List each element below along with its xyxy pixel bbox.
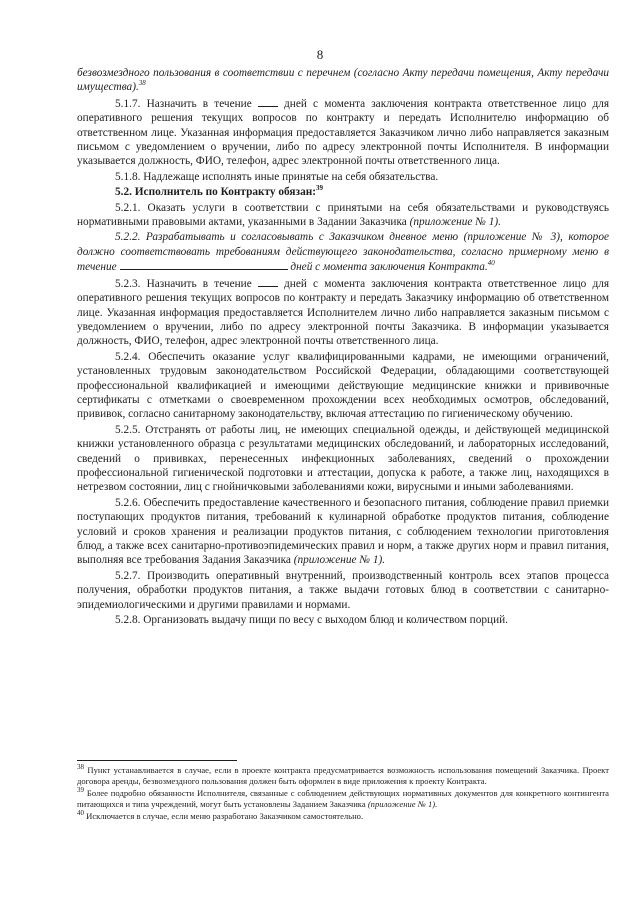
footnotes [77,765,609,823]
clause-text: Производить оперативный внутренний, производственный контроль всех этапов процесса получения, обработки продуктов питания, а также выдачи готовых блюд в соответствии с санитарно-эпидемиологическими и другими правилами и нормами. [77,569,609,611]
clause-number: 5.2.4. [115,350,141,363]
clause-number: 5.1.8. [115,170,141,183]
footnote-ref-40: 40 [487,259,495,268]
section-heading-5-2 [77,185,609,199]
footnote-text: Исключается в случае, если меню разработано Заказчиком самостоятельно. [86,811,364,821]
clause-5-1-7 [77,96,609,169]
paragraph-5-1-6-continuation [77,66,609,95]
clause-text: Надлежаще исполнять иные принятые на себя обязательства. [143,170,439,183]
page-number: 8 [316,47,324,62]
contract-body [77,66,609,628]
clause-text: дней с момента заключения контракта ответственное лицо для оперативного решения текущих вопросов по контракту и передать Заказчику информацию об ответственном лице. Указанная информация предоставляется Исполнителем лично либо направляется заказным письмом с уведомлением о вручении, либо по адресу электронной почты Заказчика. В информации указывается должность, ФИО, телефон, адрес электронной почты ответственного лица. [77,277,610,348]
clause-5-2-6 [77,496,609,568]
appendix-reference: (приложение № 1). [409,216,501,229]
footnote-ref-38: 38 [138,79,146,88]
clause-number: 5.2.2. [115,231,141,244]
footnote-marker: 38 [77,763,84,772]
clause-5-2-5 [77,423,609,495]
footnote-marker: 39 [77,786,84,795]
clause-text: Отстранять от работы лиц, не имеющих специальной одежды, и действующей медицинской книжки установленного образца с результатами медицинских обследований, и лабораторных исследований, сведений о прививках, перенесенных инфекционных заболеваниях, сведений о прохождении профессиональной гигиенической подготовки и аттестации, допуска к работе, а также лиц, находящихся в нетрезвом состоянии, лиц с гнойничковыми заболеваниями кожи, вирусными и иными заболеваниями. [77,423,610,494]
clause-number: 5.2.8. [115,614,141,627]
clause-5-1-8 [77,170,609,184]
footnote-40 [77,811,609,822]
clause-5-2-4 [77,350,609,422]
footnote-38 [77,765,609,787]
clause-text: дней с момента заключения Контракта. [290,261,488,274]
clause-text: Организовать выдачу пищи по весу с выходом блюд и количеством порций. [143,614,508,627]
footnote-marker: 40 [77,809,84,818]
footnote-separator [77,760,237,761]
clause-5-2-8 [77,613,609,627]
section-heading-text: 5.2. Исполнитель по Контракту обязан: [115,186,316,199]
clause-text: Разрабатывать и согласовывать с Заказчиком дневное меню (приложение № 3), которое должно соответствовать требованиям действующего законодательства, согласно примерному меню в течение [77,231,609,274]
clause-text: Оказать услуги в соответствии с принятыми на себя обязательствами и руководствуясь нормативными правовыми актами, указанными в Задании Заказчика [77,201,609,229]
clause-text: дней с момента заключения контракта ответственное лицо для оперативного решения текущих вопросов по контракту и передать Исполнителю информацию об ответственном лице. Указанная информация предоставляется Заказчиком лично либо направляется заказным письмом с уведомлением о вручении, либо по адресу электронной почты Исполнителя. В информации указывается должность, ФИО, телефон, адрес электронной почты ответственного лица. [77,97,610,168]
clause-number: 5.2.6. [115,496,141,509]
clause-5-2-2 [77,230,609,274]
footnote-39 [77,788,609,810]
clause-text: Назначить в течение [146,277,252,290]
paragraph-text: безвозмездного пользования в соответствии с перечнем (согласно Акту передачи помещения, Акту передачи имущества). [77,67,609,94]
footnote-text: Пункт устанавливается в случае, если в проекте контракта предусматривается возможность использования помещений Заказчика. Проект договора аренды, безвозмездного пользования должен быть оформлен в виде приложения к проекту Контракта. [77,765,609,786]
clause-number: 5.2.3. [115,277,141,290]
clause-number: 5.2.5. [115,423,141,436]
clause-text: Обеспечить оказание услуг квалифицированными кадрами, не имеющими ограничений, установленных трудовым законодательством Российской Федерации, обладающими соответствующей профессиональной квалификацией и имеющими действующие медицинские книжки и прививочные сертификаты с отметками о своевременном прохождении всех необходимых осмотров, обследований, прививок, согласно санитарному законодательству, включая аттестацию по гигиеническому обучению. [77,350,609,421]
clause-5-2-3 [77,276,609,349]
footnote-ref-39: 39 [316,184,323,193]
blank-days-field [258,96,278,107]
blank-days-field [258,276,278,287]
clause-5-2-7 [77,569,609,612]
blank-days-field [120,259,288,270]
clause-text: Назначить в течение [146,97,252,110]
footnote-text: Более подробно обязанности Исполнителя, связанные с соблюдением действующих нормативных документов для конкретного контингента питающихся и типа учреждений, могут быть установлены Заданием Заказчика [77,788,609,809]
clause-5-2-1 [77,201,609,230]
clause-text: Обеспечить предоставление качественного и безопасного питания, соблюдение правил приемки поступающих продуктов питания, требований к кулинарной обработке продуктов питания, соблюдение условий и сроков хранения и реализации продуктов питания, с соблюдением технологии приготовления блюд, а также всех санитарно-противоэпидемических правил и норм, а также других норм и правил питания, выполняя все требования Задания Заказчика [77,496,609,567]
clause-number: 5.1.7. [115,97,141,110]
clause-number: 5.2.1. [115,201,141,214]
appendix-reference: (приложение № 1). [367,799,438,809]
clause-number: 5.2.7. [115,569,141,582]
appendix-reference: (приложение № 1). [293,554,386,567]
